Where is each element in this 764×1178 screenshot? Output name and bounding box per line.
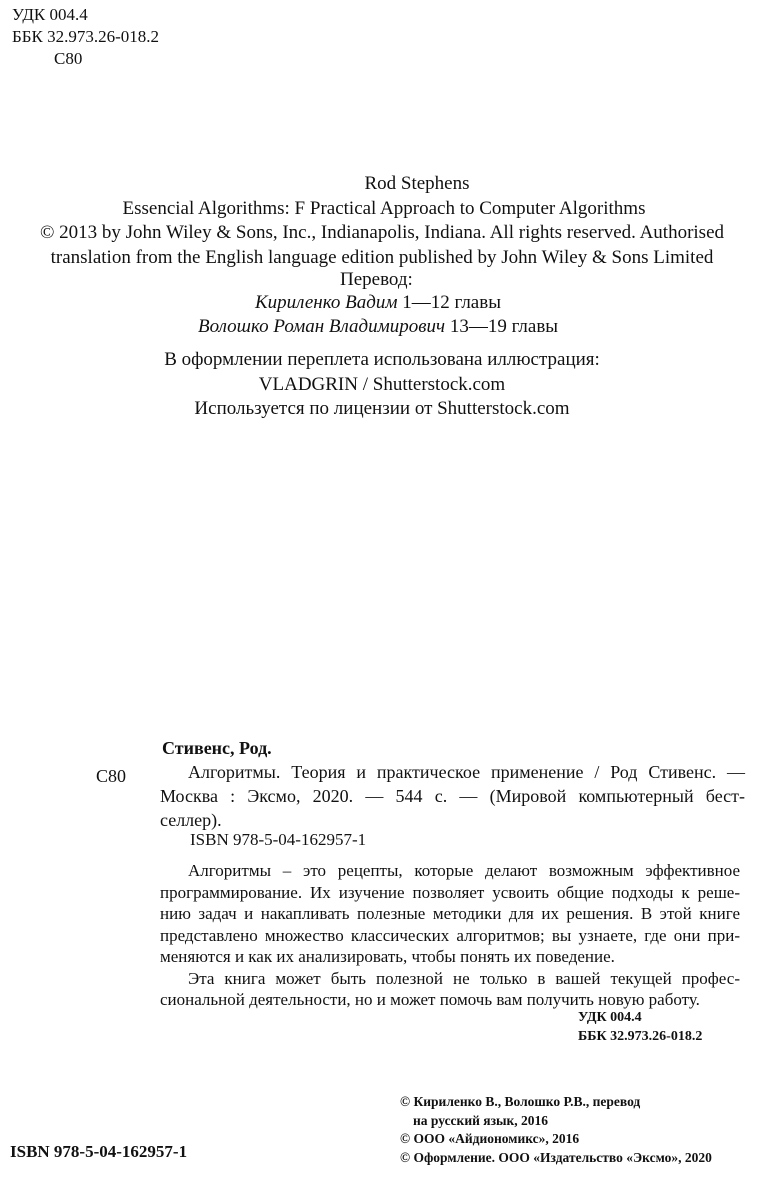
original-edition-block (0, 172, 764, 270)
copyright-line-3: © ООО «Айдиономикс», 2016 (400, 1131, 580, 1146)
bottom-bbk-code: ББК 32.973.26-018.2 (578, 1029, 703, 1044)
isbn-bottom: ISBN 978-5-04-162957-1 (10, 1142, 188, 1161)
annotation-line: Эта книга может быть полезной не только в вашей текущей профес- (188, 968, 740, 988)
cover-credit-line-2: VLADGRIN / Shutterstock.com (258, 373, 506, 395)
translator-1 (255, 292, 501, 314)
annotation-line: сиональной деятельности, но и может помочь вам получить новую работу. (160, 990, 700, 1009)
copyright-line-1: © Кириленко В., Волошко Р.В., перевод (400, 1094, 641, 1109)
catalog-author: Стивенс, Род. (162, 738, 272, 758)
cover-credit-line-1: В оформлении переплета использована иллюстрация: (164, 349, 600, 370)
copyright-line-2: на русский язык, 2016 (413, 1112, 549, 1128)
catalog-line-1: Алгоритмы. Теория и практическое применение / Род Стивенс. — (188, 762, 745, 782)
cover-credit-block (0, 348, 764, 422)
annotation-line: меняются и как их анализировать, чтобы понять их поведение. (160, 947, 615, 966)
annotation-line: представлено множество классических алгоритмов; вы узнаете, где они при- (160, 925, 740, 945)
author-mark: С80 (54, 49, 83, 68)
annotation-line: Алгоритмы – это рецепты, которые делают возможным эффективное (188, 861, 740, 880)
original-author: Rod Stephens (364, 173, 470, 194)
cover-credit-line-3: Используется по лицензии от Shutterstock.com (194, 398, 570, 419)
translator-2-name: Волошко Роман Владимирович (198, 316, 446, 337)
catalog-line-3: селлер). (160, 810, 222, 830)
catalog-isbn: ISBN 978-5-04-162957-1 (190, 830, 367, 849)
original-title: Essencial Algorithms: F Practical Approach to Computer Algorithms (122, 197, 646, 219)
bottom-classification-codes (578, 1008, 702, 1046)
catalog-code: С80 (96, 766, 127, 786)
original-copyright-line-2: translation from the English language edition published by John Wiley & Sons Limited (50, 246, 714, 268)
translator-1-chapters: 1—12 главы (397, 292, 501, 313)
copyright-block (400, 1093, 712, 1167)
original-copyright-line-1: © 2013 by John Wiley & Sons, Inc., Indianapolis, Indiana. All rights reserved. Authorised (39, 222, 725, 243)
annotation-line: нию задач и накапливать полезные методики для их решения. В этой книге (160, 904, 740, 923)
catalog-description (160, 760, 745, 832)
annotation (160, 860, 740, 1011)
udk-code: УДК 004.4 (12, 5, 88, 24)
copyright-line-4: © Оформление. ООО «Издательство «Эксмо», 2020 (400, 1149, 712, 1165)
catalog-line-2: Москва : Эксмо, 2020. — 544 с. — (Мировой компьютерный бест- (160, 786, 745, 806)
bbk-code: ББК 32.973.26-018.2 (12, 27, 160, 46)
translator-2 (198, 316, 558, 338)
translation-heading: Перевод: (340, 269, 413, 290)
annotation-line: программирование. Их изучение позволяет усвоить общие подходы к реше- (160, 882, 740, 902)
top-classification-codes (12, 4, 159, 70)
translator-2-chapters: 13—19 главы (445, 316, 559, 337)
bottom-udk-code: УДК 004.4 (578, 1010, 642, 1025)
translator-1-name: Кириленко Вадим (255, 292, 398, 313)
